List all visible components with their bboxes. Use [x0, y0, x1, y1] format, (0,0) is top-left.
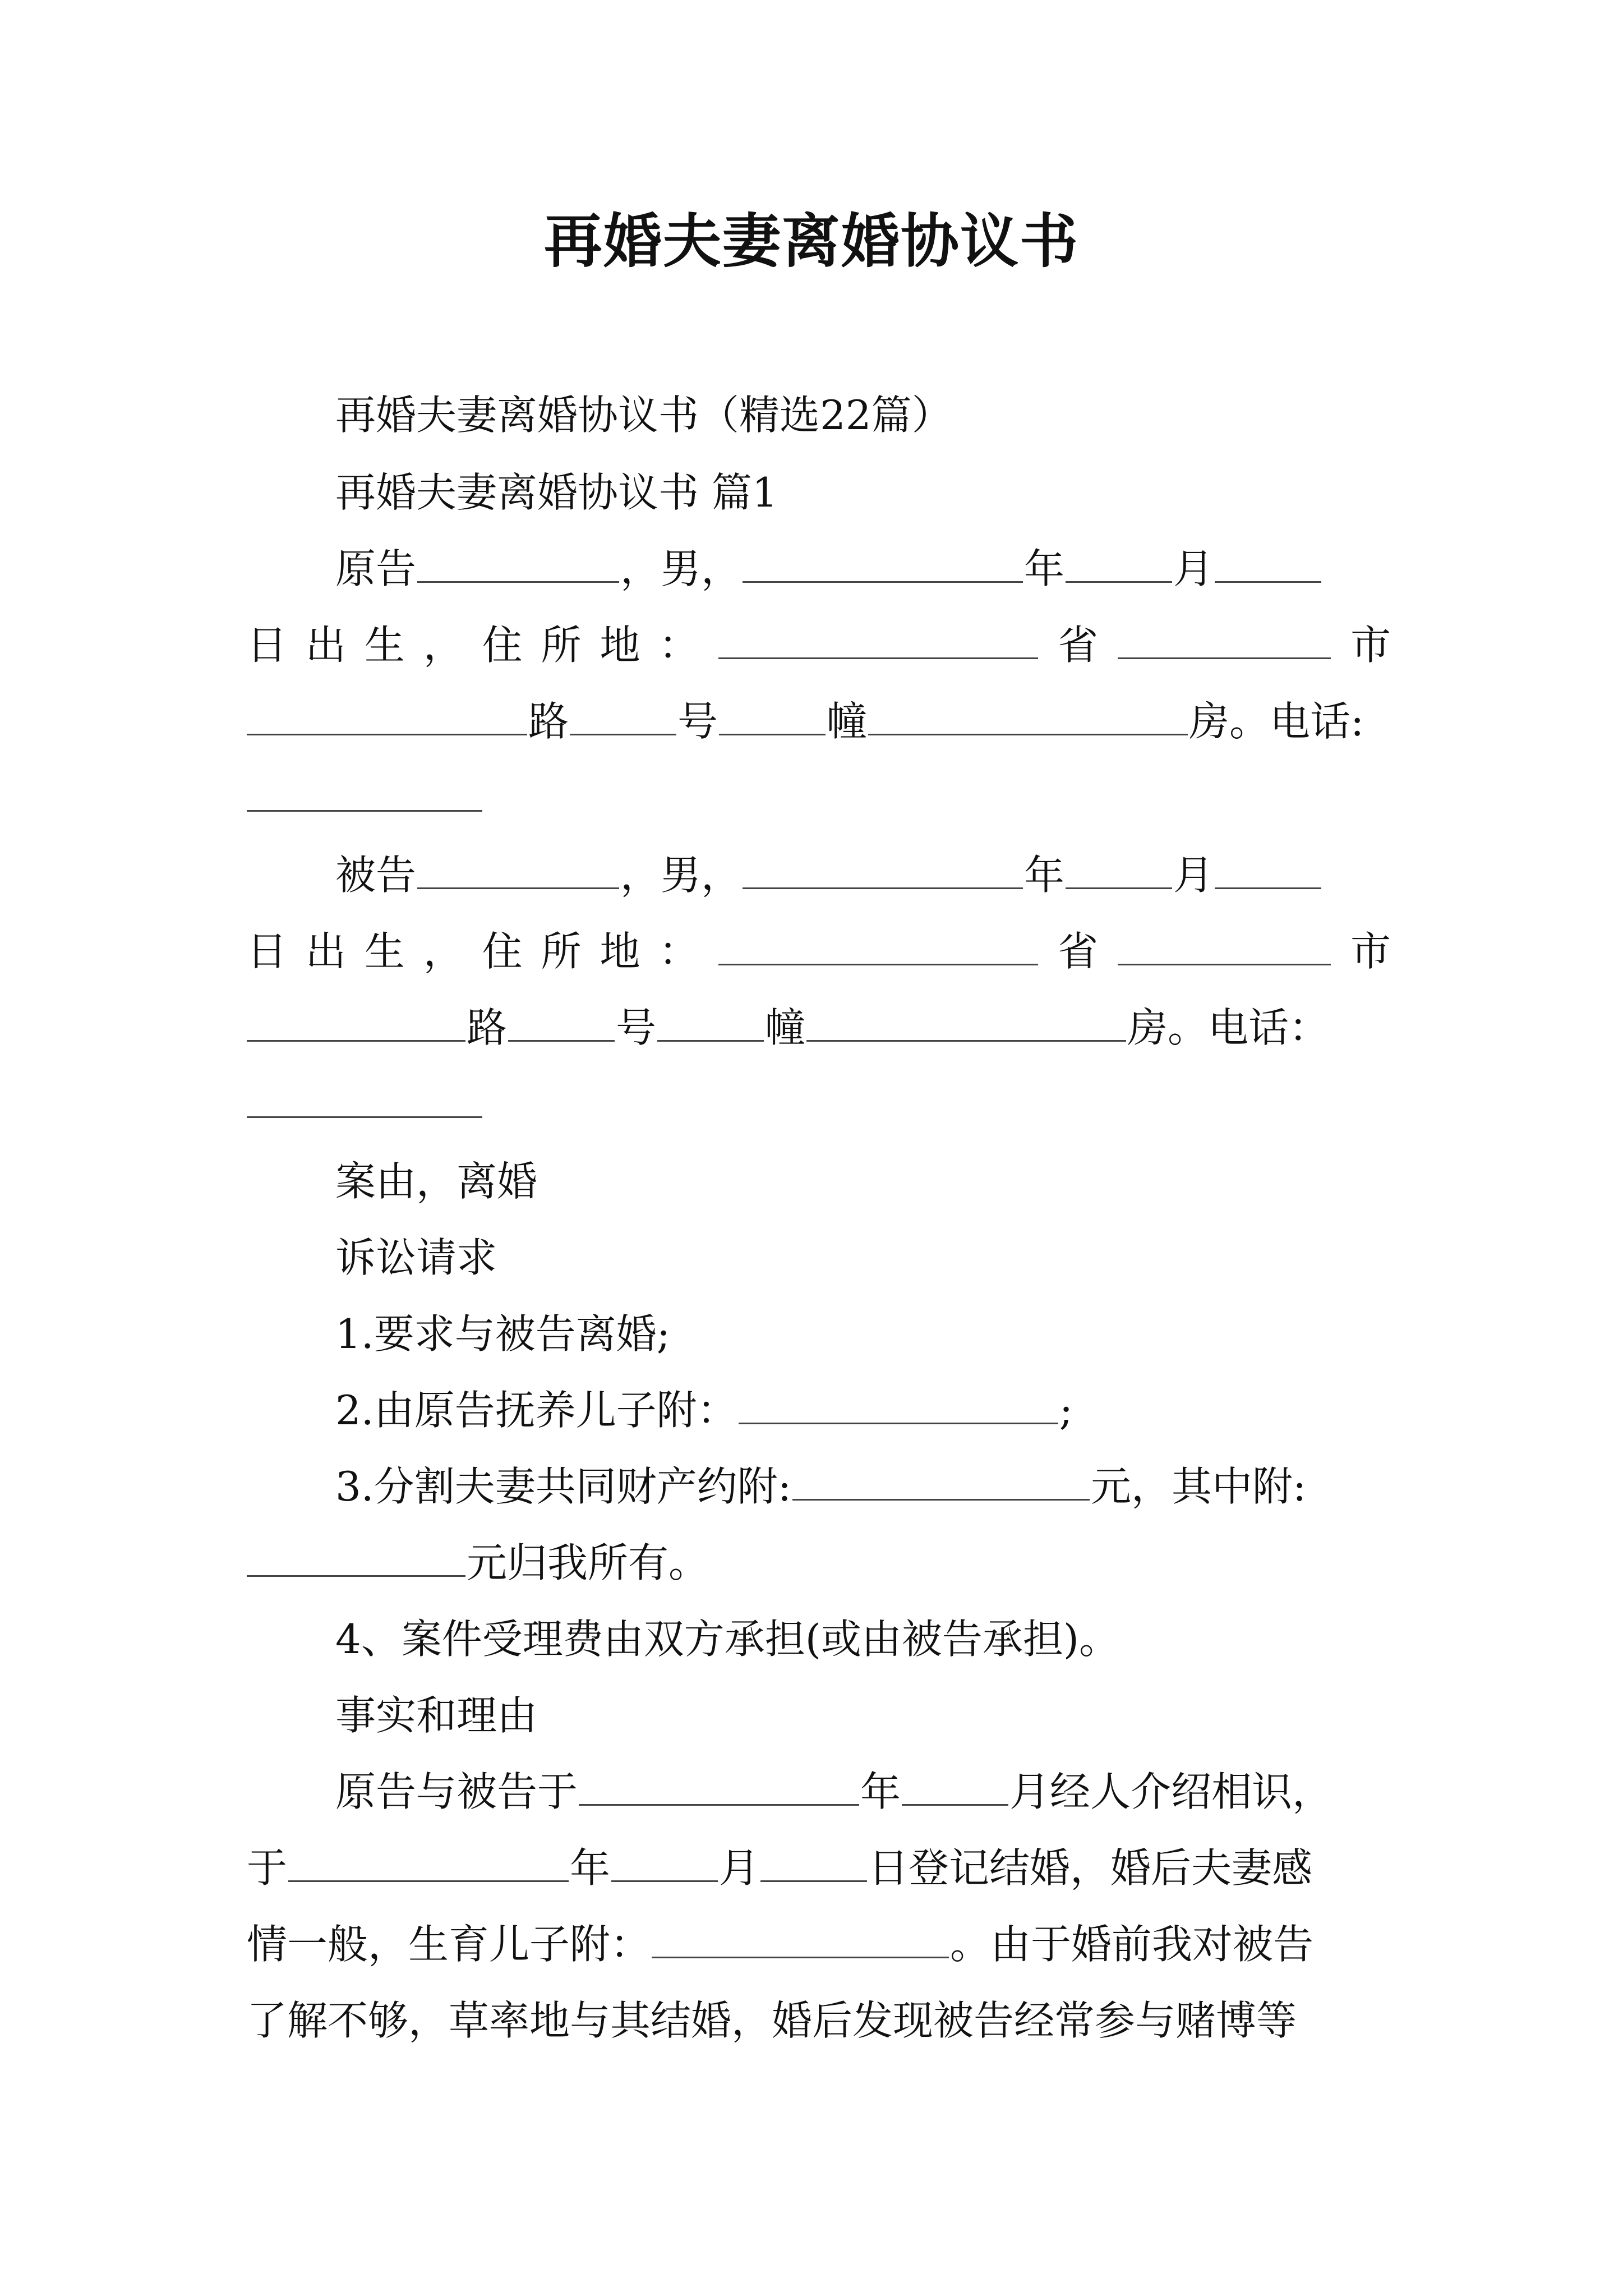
plaintiff-line-2	[247, 606, 1391, 684]
defendant-birth-month-blank	[1066, 841, 1172, 889]
defendant-birth-day-blank	[1215, 841, 1321, 889]
facts-line-2-start: 于	[247, 1844, 288, 1892]
defendant-label: 被告	[335, 852, 417, 899]
facts-line-4: 了解不够，草率地与其结婚，婚后发现被告经常参与赌博等	[247, 1997, 1297, 2044]
defendant-road-label: 路	[467, 1004, 508, 1051]
claim-2	[247, 1371, 1479, 1450]
defendant-province-label: 省	[1058, 928, 1099, 975]
defendant-address-blank	[718, 918, 1038, 965]
claim-1: 1.要求与被告离婚;	[335, 1310, 670, 1358]
document-title: 再婚夫妻离婚协议书	[543, 206, 1079, 275]
defendant-number-label: 号	[616, 1004, 657, 1051]
cause-line: 案由，离婚	[335, 1158, 538, 1205]
defendant-line-2	[247, 912, 1391, 991]
facts-line-1-text: 原告与被告于	[335, 1768, 578, 1815]
plaintiff-birth-month-blank	[1066, 535, 1172, 583]
facts-married-month-blank	[611, 1834, 718, 1882]
plaintiff-line-4	[247, 758, 1391, 837]
plaintiff-building-blank	[719, 688, 826, 735]
facts-married-year-blank	[288, 1834, 569, 1882]
defendant-building-blank	[657, 994, 764, 1042]
defendant-province-blank	[1118, 918, 1331, 965]
plaintiff-phone-label: 房。电话:	[1189, 698, 1364, 745]
claim-3-middle: 元，其中附:	[1090, 1463, 1307, 1510]
facts-line-1	[247, 1752, 1479, 1831]
defendant-phone-blank	[247, 1070, 482, 1118]
facts-year-label: 年	[860, 1768, 901, 1815]
section-heading: 再婚夫妻离婚协议书 篇1	[335, 469, 778, 516]
defendant-gender: ，男，	[620, 852, 742, 899]
facts-line-3	[247, 1905, 1391, 1984]
facts-son-blank	[652, 1911, 949, 1958]
plaintiff-address-blank	[718, 611, 1038, 659]
claim-3-continued	[247, 1524, 1391, 1602]
facts-line-3-end: 。由于婚前我对被告	[950, 1921, 1314, 1968]
facts-married-day-blank	[760, 1834, 867, 1882]
facts-heading: 事实和理由	[335, 1692, 538, 1739]
plaintiff-day-label: 日	[247, 622, 288, 669]
plaintiff-line-1	[247, 530, 1479, 608]
plaintiff-room-blank	[868, 688, 1188, 735]
claim-3-text: 3.分割夫妻共同财产约附:	[335, 1463, 791, 1510]
plaintiff-city-blank	[247, 688, 527, 735]
defendant-text-di: 地	[600, 928, 640, 975]
plaintiff-province-label: 省	[1058, 622, 1099, 669]
defendant-text-chu: 出	[305, 928, 346, 975]
plaintiff-gender: ，男，	[620, 545, 742, 592]
defendant-year-label: 年	[1024, 852, 1065, 899]
facts-line-2-end: 日登记结婚，婚后夫妻感	[868, 1844, 1313, 1892]
defendant-line-4	[247, 1065, 1391, 1143]
defendant-building-label: 幢	[765, 1004, 806, 1051]
claim-4: 4、案件受理费由双方承担(或由被告承担)。	[335, 1616, 1119, 1663]
facts-met-year-blank	[579, 1758, 859, 1806]
defendant-city-blank	[247, 994, 465, 1042]
defendant-comma: ，	[423, 928, 464, 975]
defendant-line-3	[247, 988, 1391, 1067]
plaintiff-month-label: 月	[1173, 545, 1214, 592]
plaintiff-province-blank	[1118, 611, 1331, 659]
defendant-road-number-blank	[508, 994, 615, 1042]
claim-3-share-blank	[247, 1529, 465, 1577]
plaintiff-city-label: 市	[1350, 622, 1391, 669]
defendant-name-blank	[417, 841, 619, 889]
plaintiff-text-suo: 所	[541, 622, 582, 669]
facts-line-1-end: 月经人介绍相识，	[1009, 1768, 1333, 1815]
facts-line-2	[247, 1829, 1391, 1907]
subtitle: 再婚夫妻离婚协议书（精选22篇）	[335, 392, 952, 439]
plaintiff-comma: ，	[423, 622, 464, 669]
plaintiff-building-label: 幢	[827, 698, 868, 745]
facts-met-month-blank	[902, 1758, 1008, 1806]
facts-married-month-label: 月	[719, 1844, 760, 1892]
defendant-phone-label: 房。电话：	[1127, 1004, 1330, 1051]
plaintiff-birth-year-blank	[743, 535, 1023, 583]
defendant-month-label: 月	[1173, 852, 1214, 899]
claims-heading: 诉讼请求	[335, 1234, 497, 1281]
defendant-text-sheng: 生	[364, 928, 405, 975]
defendant-day-label: 日	[247, 928, 288, 975]
claim-2-blank	[739, 1377, 1058, 1424]
plaintiff-number-label: 号	[677, 698, 718, 745]
plaintiff-text-sheng: 生	[364, 622, 405, 669]
claim-3-end: 元归我所有。	[467, 1539, 709, 1586]
defendant-city-label: 市	[1350, 928, 1391, 975]
plaintiff-text-zhu: 住	[482, 622, 523, 669]
claim-2-text: 2.由原告抚养儿子附：	[335, 1387, 737, 1434]
plaintiff-colon: ：	[658, 622, 699, 669]
plaintiff-label: 原告	[335, 545, 417, 592]
plaintiff-road-label: 路	[528, 698, 569, 745]
plaintiff-road-number-blank	[570, 688, 676, 735]
plaintiff-text-di: 地	[600, 622, 640, 669]
plaintiff-phone-blank	[247, 764, 482, 812]
defendant-colon: ：	[658, 928, 699, 975]
plaintiff-line-3	[247, 682, 1391, 761]
defendant-text-zhu: 住	[482, 928, 523, 975]
defendant-text-suo: 所	[541, 928, 582, 975]
facts-line-3-start: 情一般，生育儿子附：	[247, 1921, 651, 1968]
plaintiff-year-label: 年	[1024, 545, 1065, 592]
plaintiff-birth-day-blank	[1215, 535, 1321, 583]
plaintiff-name-blank	[417, 535, 619, 583]
claim-2-end: ;	[1059, 1387, 1073, 1434]
defendant-room-blank	[806, 994, 1126, 1042]
defendant-line-1	[247, 836, 1479, 914]
claim-3	[247, 1447, 1479, 1526]
facts-married-year-label: 年	[570, 1844, 611, 1892]
defendant-birth-year-blank	[743, 841, 1023, 889]
plaintiff-text-chu: 出	[305, 622, 346, 669]
claim-3-total-blank	[792, 1453, 1090, 1501]
